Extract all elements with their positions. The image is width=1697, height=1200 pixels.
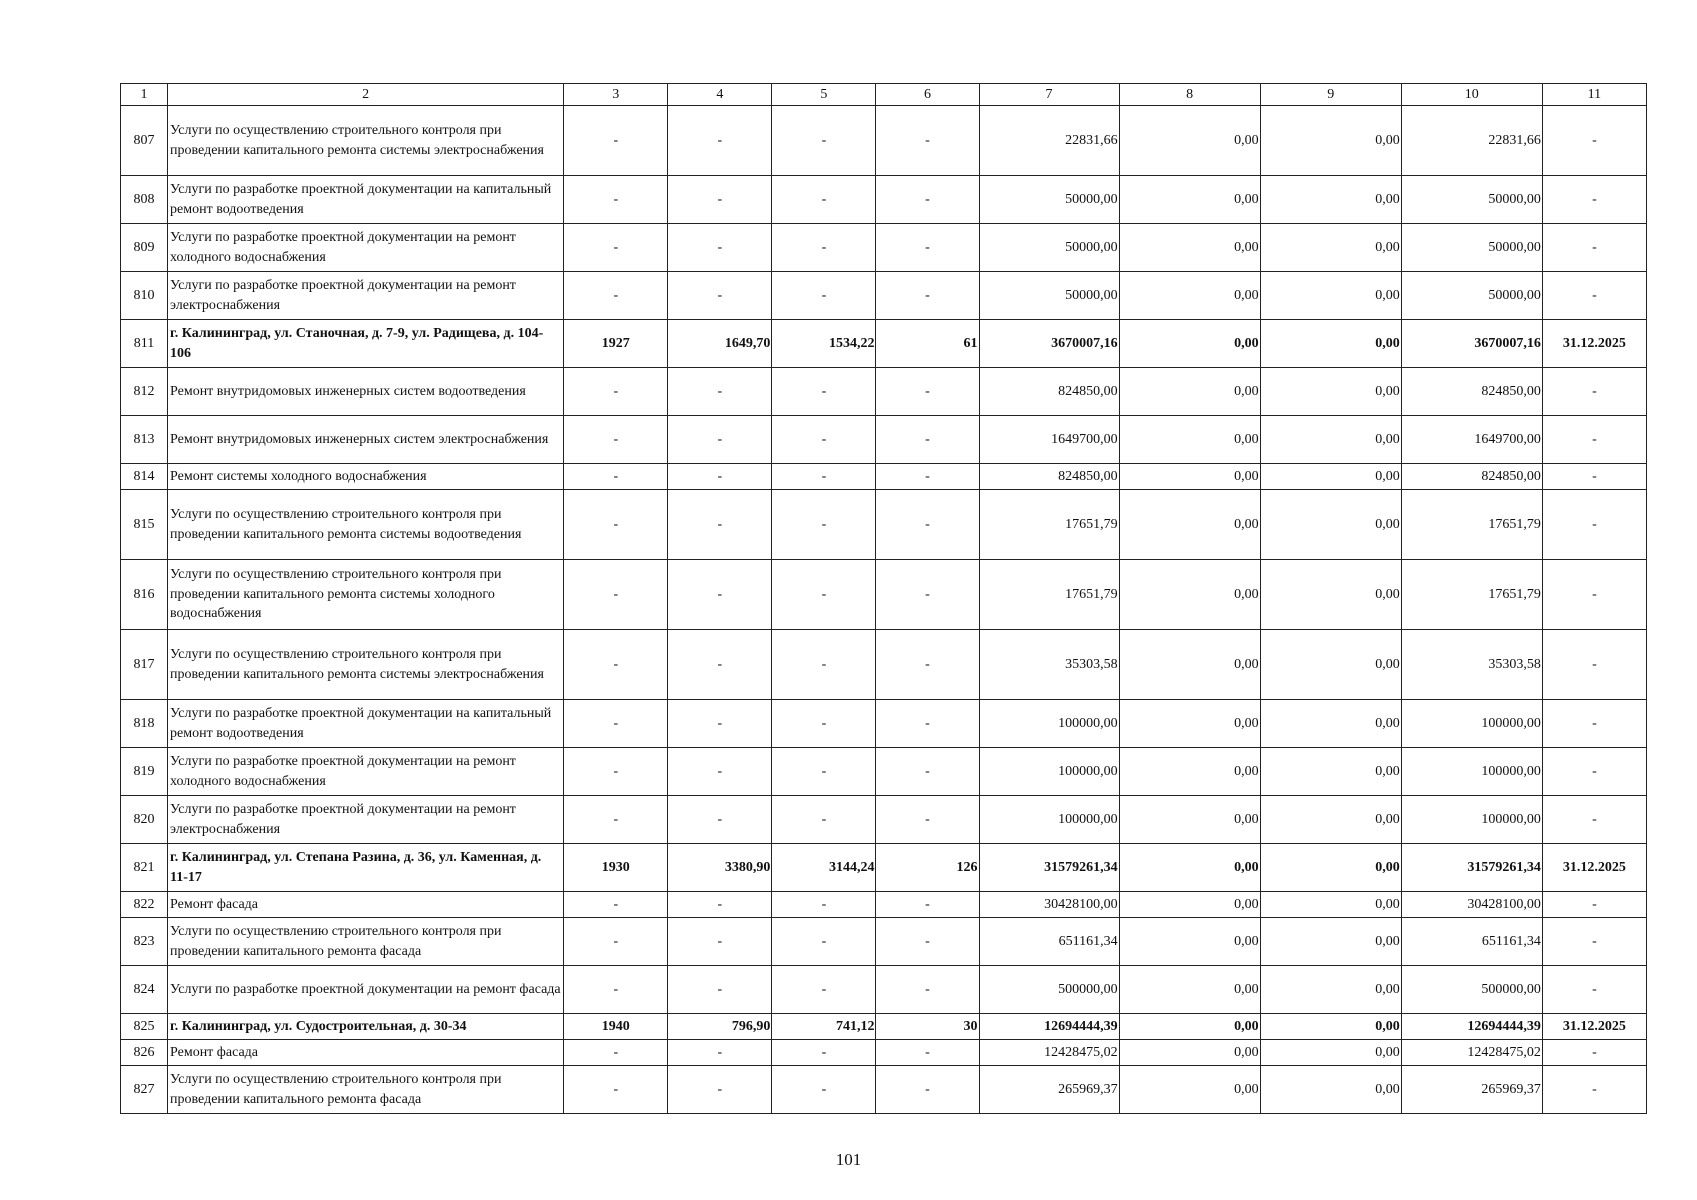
year-cell: - — [564, 368, 668, 416]
page-number: 101 — [835, 1150, 862, 1169]
row-number-cell: 821 — [121, 844, 168, 892]
year-cell: - — [564, 700, 668, 748]
residents-cell: 126 — [876, 844, 979, 892]
row-number-cell: 807 — [121, 106, 168, 176]
table-row — [121, 416, 1647, 464]
total-cell: 3670007,16 — [1401, 320, 1542, 368]
budget-cell: 0,00 — [1260, 796, 1401, 844]
cost-cell: 824850,00 — [979, 464, 1119, 490]
budget-cell: 0,00 — [1260, 844, 1401, 892]
row-number-cell: 823 — [121, 918, 168, 966]
fund-cell: 0,00 — [1119, 368, 1260, 416]
row-number-cell: 809 — [121, 224, 168, 272]
total-cell: 500000,00 — [1401, 966, 1542, 1014]
cost-cell: 50000,00 — [979, 272, 1119, 320]
column-number-header-row — [121, 84, 1647, 106]
table-row — [121, 892, 1647, 918]
fund-cell: 0,00 — [1119, 464, 1260, 490]
year-cell: - — [564, 1066, 668, 1114]
fund-cell: 0,00 — [1119, 844, 1260, 892]
total-area-cell: - — [668, 796, 772, 844]
table-row — [121, 560, 1647, 630]
row-number-cell: 808 — [121, 176, 168, 224]
residents-cell: - — [876, 1066, 979, 1114]
table-row — [121, 368, 1647, 416]
fund-cell: 0,00 — [1119, 630, 1260, 700]
total-cell: 50000,00 — [1401, 224, 1542, 272]
fund-cell: 0,00 — [1119, 560, 1260, 630]
cost-cell: 1649700,00 — [979, 416, 1119, 464]
budget-cell: 0,00 — [1260, 560, 1401, 630]
residents-cell: - — [876, 1040, 979, 1066]
description-cell: Услуги по разработке проектной документации на ремонт электроснабжения — [168, 796, 564, 844]
row-number-cell: 819 — [121, 748, 168, 796]
residents-cell: - — [876, 966, 979, 1014]
total-area-cell: - — [668, 748, 772, 796]
cost-cell: 22831,66 — [979, 106, 1119, 176]
capital-repair-table — [120, 83, 1647, 1114]
deadline-cell: - — [1542, 368, 1646, 416]
total-cell: 824850,00 — [1401, 464, 1542, 490]
budget-cell: 0,00 — [1260, 1066, 1401, 1114]
fund-cell: 0,00 — [1119, 320, 1260, 368]
row-number-cell: 822 — [121, 892, 168, 918]
fund-cell: 0,00 — [1119, 224, 1260, 272]
total-area-cell: 1649,70 — [668, 320, 772, 368]
total-area-cell: - — [668, 176, 772, 224]
total-area-cell: - — [668, 966, 772, 1014]
fund-cell: 0,00 — [1119, 1014, 1260, 1040]
description-cell: г. Калининград, ул. Степана Разина, д. 36, ул. Каменная, д. 11-17 — [168, 844, 564, 892]
deadline-cell: - — [1542, 966, 1646, 1014]
description-cell: Услуги по осуществлению строительного контроля при проведении капитального ремонта фасада — [168, 1066, 564, 1114]
column-header: 4 — [668, 84, 772, 106]
living-area-cell: 741,12 — [772, 1014, 876, 1040]
total-cell: 17651,79 — [1401, 490, 1542, 560]
row-number-cell: 810 — [121, 272, 168, 320]
row-number-cell: 826 — [121, 1040, 168, 1066]
description-cell: Услуги по разработке проектной документации на ремонт фасада — [168, 966, 564, 1014]
deadline-cell: - — [1542, 464, 1646, 490]
description-cell: Ремонт внутридомовых инженерных систем водоотведения — [168, 368, 564, 416]
cost-cell: 50000,00 — [979, 176, 1119, 224]
total-area-cell: - — [668, 1040, 772, 1066]
deadline-cell: - — [1542, 892, 1646, 918]
year-cell: - — [564, 464, 668, 490]
total-area-cell: - — [668, 368, 772, 416]
description-cell: Услуги по осуществлению строительного контроля при проведении капитального ремонта системы электроснабжения — [168, 106, 564, 176]
table-row — [121, 918, 1647, 966]
row-number-cell: 825 — [121, 1014, 168, 1040]
year-cell: - — [564, 918, 668, 966]
deadline-cell: - — [1542, 1040, 1646, 1066]
cost-cell: 100000,00 — [979, 748, 1119, 796]
column-header: 3 — [564, 84, 668, 106]
budget-cell: 0,00 — [1260, 368, 1401, 416]
budget-cell: 0,00 — [1260, 176, 1401, 224]
description-cell: Услуги по осуществлению строительного контроля при проведении капитального ремонта системы холодного водоснабжения — [168, 560, 564, 630]
total-cell: 12694444,39 — [1401, 1014, 1542, 1040]
total-cell: 12428475,02 — [1401, 1040, 1542, 1066]
fund-cell: 0,00 — [1119, 748, 1260, 796]
budget-cell: 0,00 — [1260, 224, 1401, 272]
year-cell: - — [564, 490, 668, 560]
column-header: 5 — [772, 84, 876, 106]
description-cell: Услуги по осуществлению строительного контроля при проведении капитального ремонта фасада — [168, 918, 564, 966]
fund-cell: 0,00 — [1119, 796, 1260, 844]
description-cell: г. Калининград, ул. Станочная, д. 7-9, ул. Радищева, д. 104-106 — [168, 320, 564, 368]
total-cell: 651161,34 — [1401, 918, 1542, 966]
cost-cell: 30428100,00 — [979, 892, 1119, 918]
table-row — [121, 224, 1647, 272]
row-number-cell: 818 — [121, 700, 168, 748]
total-cell: 17651,79 — [1401, 560, 1542, 630]
table-row — [121, 966, 1647, 1014]
total-cell: 1649700,00 — [1401, 416, 1542, 464]
table-row — [121, 844, 1647, 892]
year-cell: 1927 — [564, 320, 668, 368]
budget-cell: 0,00 — [1260, 700, 1401, 748]
fund-cell: 0,00 — [1119, 1066, 1260, 1114]
table-row — [121, 700, 1647, 748]
year-cell: 1930 — [564, 844, 668, 892]
cost-cell: 3670007,16 — [979, 320, 1119, 368]
year-cell: - — [564, 966, 668, 1014]
total-cell: 100000,00 — [1401, 700, 1542, 748]
deadline-cell: - — [1542, 272, 1646, 320]
living-area-cell: - — [772, 416, 876, 464]
living-area-cell: - — [772, 560, 876, 630]
fund-cell: 0,00 — [1119, 700, 1260, 748]
residents-cell: 30 — [876, 1014, 979, 1040]
residents-cell: - — [876, 700, 979, 748]
total-area-cell: - — [668, 224, 772, 272]
living-area-cell: 3144,24 — [772, 844, 876, 892]
fund-cell: 0,00 — [1119, 176, 1260, 224]
residents-cell: - — [876, 796, 979, 844]
document-sheet — [120, 83, 1647, 1114]
year-cell: - — [564, 106, 668, 176]
living-area-cell: 1534,22 — [772, 320, 876, 368]
living-area-cell: - — [772, 106, 876, 176]
total-cell: 31579261,34 — [1401, 844, 1542, 892]
column-header: 11 — [1542, 84, 1646, 106]
budget-cell: 0,00 — [1260, 748, 1401, 796]
description-cell: Услуги по разработке проектной документации на ремонт электроснабжения — [168, 272, 564, 320]
residents-cell: - — [876, 560, 979, 630]
description-cell: Ремонт системы холодного водоснабжения — [168, 464, 564, 490]
table-row — [121, 272, 1647, 320]
total-area-cell: - — [668, 630, 772, 700]
total-area-cell: - — [668, 1066, 772, 1114]
table-body — [121, 106, 1647, 1114]
table-row — [121, 796, 1647, 844]
budget-cell: 0,00 — [1260, 918, 1401, 966]
deadline-cell: - — [1542, 560, 1646, 630]
residents-cell: - — [876, 416, 979, 464]
cost-cell: 12428475,02 — [979, 1040, 1119, 1066]
living-area-cell: - — [772, 1040, 876, 1066]
residents-cell: - — [876, 176, 979, 224]
description-cell: Услуги по разработке проектной документации на ремонт холодного водоснабжения — [168, 748, 564, 796]
description-cell: Услуги по осуществлению строительного контроля при проведении капитального ремонта системы водоотведения — [168, 490, 564, 560]
cost-cell: 50000,00 — [979, 224, 1119, 272]
living-area-cell: - — [772, 796, 876, 844]
deadline-cell: - — [1542, 490, 1646, 560]
budget-cell: 0,00 — [1260, 320, 1401, 368]
budget-cell: 0,00 — [1260, 630, 1401, 700]
fund-cell: 0,00 — [1119, 272, 1260, 320]
deadline-cell: - — [1542, 700, 1646, 748]
total-cell: 22831,66 — [1401, 106, 1542, 176]
year-cell: - — [564, 272, 668, 320]
row-number-cell: 814 — [121, 464, 168, 490]
budget-cell: 0,00 — [1260, 490, 1401, 560]
total-cell: 35303,58 — [1401, 630, 1542, 700]
total-area-cell: - — [668, 106, 772, 176]
total-cell: 30428100,00 — [1401, 892, 1542, 918]
total-cell: 824850,00 — [1401, 368, 1542, 416]
living-area-cell: - — [772, 490, 876, 560]
description-cell: Услуги по разработке проектной документации на ремонт холодного водоснабжения — [168, 224, 564, 272]
total-area-cell: - — [668, 892, 772, 918]
description-cell: Услуги по разработке проектной документации на капитальный ремонт водоотведения — [168, 700, 564, 748]
year-cell: - — [564, 748, 668, 796]
description-cell: Ремонт фасада — [168, 1040, 564, 1066]
living-area-cell: - — [772, 1066, 876, 1114]
year-cell: - — [564, 416, 668, 464]
description-cell: Ремонт фасада — [168, 892, 564, 918]
row-number-cell: 815 — [121, 490, 168, 560]
living-area-cell: - — [772, 892, 876, 918]
budget-cell: 0,00 — [1260, 464, 1401, 490]
living-area-cell: - — [772, 464, 876, 490]
residents-cell: - — [876, 490, 979, 560]
year-cell: - — [564, 796, 668, 844]
total-cell: 100000,00 — [1401, 748, 1542, 796]
table-row — [121, 1066, 1647, 1114]
fund-cell: 0,00 — [1119, 1040, 1260, 1066]
row-number-cell: 811 — [121, 320, 168, 368]
fund-cell: 0,00 — [1119, 918, 1260, 966]
cost-cell: 17651,79 — [979, 560, 1119, 630]
living-area-cell: - — [772, 368, 876, 416]
deadline-cell: - — [1542, 224, 1646, 272]
table-row — [121, 106, 1647, 176]
column-header: 1 — [121, 84, 168, 106]
row-number-cell: 820 — [121, 796, 168, 844]
deadline-cell: - — [1542, 106, 1646, 176]
year-cell: - — [564, 560, 668, 630]
deadline-cell: 31.12.2025 — [1542, 844, 1646, 892]
table-row — [121, 490, 1647, 560]
cost-cell: 500000,00 — [979, 966, 1119, 1014]
table-row — [121, 176, 1647, 224]
table-row — [121, 320, 1647, 368]
residents-cell: - — [876, 464, 979, 490]
deadline-cell: - — [1542, 748, 1646, 796]
deadline-cell: - — [1542, 630, 1646, 700]
row-number-cell: 813 — [121, 416, 168, 464]
residents-cell: 61 — [876, 320, 979, 368]
total-area-cell: - — [668, 918, 772, 966]
residents-cell: - — [876, 748, 979, 796]
living-area-cell: - — [772, 630, 876, 700]
cost-cell: 100000,00 — [979, 700, 1119, 748]
row-number-cell: 817 — [121, 630, 168, 700]
living-area-cell: - — [772, 272, 876, 320]
total-area-cell: - — [668, 700, 772, 748]
cost-cell: 651161,34 — [979, 918, 1119, 966]
description-cell: г. Калининград, ул. Судостроительная, д. 30-34 — [168, 1014, 564, 1040]
total-cell: 265969,37 — [1401, 1066, 1542, 1114]
column-header: 2 — [168, 84, 564, 106]
residents-cell: - — [876, 368, 979, 416]
column-header: 7 — [979, 84, 1119, 106]
cost-cell: 824850,00 — [979, 368, 1119, 416]
fund-cell: 0,00 — [1119, 416, 1260, 464]
budget-cell: 0,00 — [1260, 892, 1401, 918]
living-area-cell: - — [772, 966, 876, 1014]
budget-cell: 0,00 — [1260, 1014, 1401, 1040]
year-cell: - — [564, 892, 668, 918]
column-header: 8 — [1119, 84, 1260, 106]
cost-cell: 100000,00 — [979, 796, 1119, 844]
budget-cell: 0,00 — [1260, 106, 1401, 176]
cost-cell: 12694444,39 — [979, 1014, 1119, 1040]
cost-cell: 35303,58 — [979, 630, 1119, 700]
deadline-cell: 31.12.2025 — [1542, 1014, 1646, 1040]
total-area-cell: - — [668, 490, 772, 560]
residents-cell: - — [876, 918, 979, 966]
total-area-cell: 796,90 — [668, 1014, 772, 1040]
year-cell: - — [564, 176, 668, 224]
deadline-cell: - — [1542, 918, 1646, 966]
budget-cell: 0,00 — [1260, 416, 1401, 464]
row-number-cell: 816 — [121, 560, 168, 630]
deadline-cell: 31.12.2025 — [1542, 320, 1646, 368]
total-area-cell: - — [668, 272, 772, 320]
column-header: 9 — [1260, 84, 1401, 106]
total-cell: 50000,00 — [1401, 272, 1542, 320]
deadline-cell: - — [1542, 1066, 1646, 1114]
living-area-cell: - — [772, 918, 876, 966]
table-row — [121, 1014, 1647, 1040]
fund-cell: 0,00 — [1119, 490, 1260, 560]
residents-cell: - — [876, 272, 979, 320]
year-cell: - — [564, 1040, 668, 1066]
row-number-cell: 812 — [121, 368, 168, 416]
column-header: 10 — [1401, 84, 1542, 106]
total-area-cell: - — [668, 464, 772, 490]
table-row — [121, 464, 1647, 490]
residents-cell: - — [876, 224, 979, 272]
fund-cell: 0,00 — [1119, 892, 1260, 918]
total-cell: 50000,00 — [1401, 176, 1542, 224]
budget-cell: 0,00 — [1260, 1040, 1401, 1066]
row-number-cell: 827 — [121, 1066, 168, 1114]
cost-cell: 265969,37 — [979, 1066, 1119, 1114]
residents-cell: - — [876, 106, 979, 176]
deadline-cell: - — [1542, 416, 1646, 464]
row-number-cell: 824 — [121, 966, 168, 1014]
budget-cell: 0,00 — [1260, 272, 1401, 320]
total-area-cell: - — [668, 416, 772, 464]
residents-cell: - — [876, 892, 979, 918]
living-area-cell: - — [772, 748, 876, 796]
cost-cell: 17651,79 — [979, 490, 1119, 560]
living-area-cell: - — [772, 176, 876, 224]
fund-cell: 0,00 — [1119, 106, 1260, 176]
deadline-cell: - — [1542, 796, 1646, 844]
total-area-cell: - — [668, 560, 772, 630]
living-area-cell: - — [772, 224, 876, 272]
year-cell: - — [564, 224, 668, 272]
description-cell: Услуги по осуществлению строительного контроля при проведении капитального ремонта системы электроснабжения — [168, 630, 564, 700]
column-header: 6 — [876, 84, 979, 106]
total-cell: 100000,00 — [1401, 796, 1542, 844]
table-row — [121, 1040, 1647, 1066]
description-cell: Услуги по разработке проектной документации на капитальный ремонт водоотведения — [168, 176, 564, 224]
year-cell: - — [564, 630, 668, 700]
description-cell: Ремонт внутридомовых инженерных систем электроснабжения — [168, 416, 564, 464]
table-row — [121, 630, 1647, 700]
living-area-cell: - — [772, 700, 876, 748]
cost-cell: 31579261,34 — [979, 844, 1119, 892]
fund-cell: 0,00 — [1119, 966, 1260, 1014]
year-cell: 1940 — [564, 1014, 668, 1040]
total-area-cell: 3380,90 — [668, 844, 772, 892]
budget-cell: 0,00 — [1260, 966, 1401, 1014]
residents-cell: - — [876, 630, 979, 700]
table-row — [121, 748, 1647, 796]
deadline-cell: - — [1542, 176, 1646, 224]
